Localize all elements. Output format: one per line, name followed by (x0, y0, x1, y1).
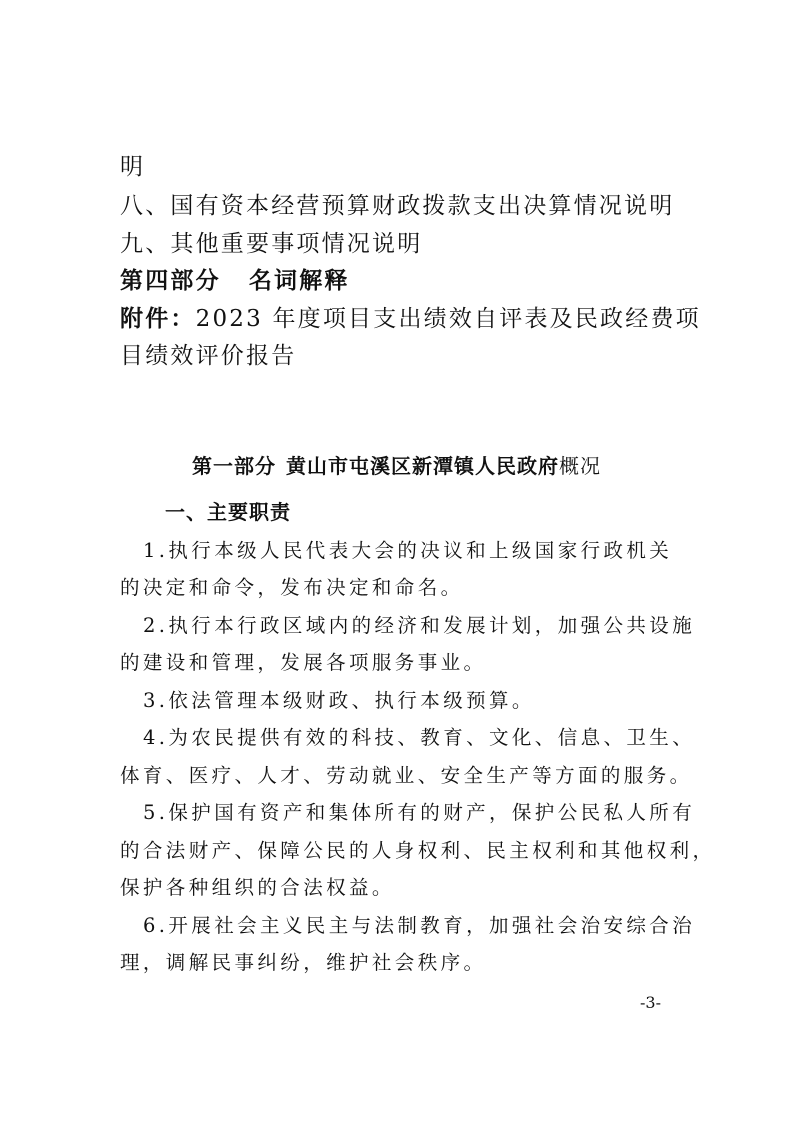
section-subtitle: 一、主要职责 (165, 500, 291, 524)
paragraph-6-line-1: 6.开展社会主义民主与法制教育，加强社会治安综合治 (143, 914, 696, 937)
attachment-label: 附件： (120, 306, 196, 332)
toc-line-continuation: 明 (120, 154, 146, 180)
attachment-text-1: 2023 年度项目支出绩效自评表及民政经费项 (195, 306, 701, 332)
toc-item-8: 八、国有资本经营预算财政拨款支出决算情况说明 (120, 193, 675, 219)
toc-part-4 (120, 262, 350, 295)
paragraph-1-line-2: 的决定和命令，发布决定和命名。 (120, 576, 464, 599)
section-title (0, 450, 793, 479)
section-title-prefix: 第一部分 (192, 454, 276, 478)
paragraph-5-line-1: 5.保护国有资产和集体所有的财产，保护公民私人所有 (143, 801, 696, 824)
toc-attachment (120, 300, 701, 333)
paragraph-2-line-1: 2.执行本行政区域内的经济和发展计划，加强公共设施 (143, 614, 696, 637)
part4-title: 名词解释 (248, 268, 350, 294)
paragraph-5-line-2: 的合法财产、保障公民的人身权利、民主权利和其他权利， (120, 839, 716, 862)
paragraph-5-line-3: 保护各种组织的合法权益。 (120, 876, 395, 899)
toc-item-9: 九、其他重要事项情况说明 (120, 231, 423, 257)
paragraph-6-line-2: 理，调解民事纠纷，维护社会秩序。 (120, 951, 487, 974)
paragraph-3-line-1: 3.依法管理本级财政、执行本级预算。 (143, 689, 535, 712)
part4-label: 第四部分 (120, 268, 221, 294)
section-title-name: 黄山市屯溪区新潭镇人民政府 (286, 454, 559, 478)
paragraph-1-line-1: 1.执行本级人民代表大会的决议和上级国家行政机关 (143, 539, 673, 562)
paragraph-4-line-1: 4.为农民提供有效的科技、教育、文化、信息、卫生、 (143, 726, 696, 749)
paragraph-2-line-2: 的建设和管理，发展各项服务事业。 (120, 651, 487, 674)
paragraph-4-line-2: 体育、医疗、人才、劳动就业、安全生产等方面的服务。 (120, 764, 693, 787)
section-title-suffix: 概况 (559, 454, 601, 478)
page-number: -3- (640, 993, 661, 1012)
toc-attachment-continuation: 目绩效评价报告 (120, 343, 297, 369)
